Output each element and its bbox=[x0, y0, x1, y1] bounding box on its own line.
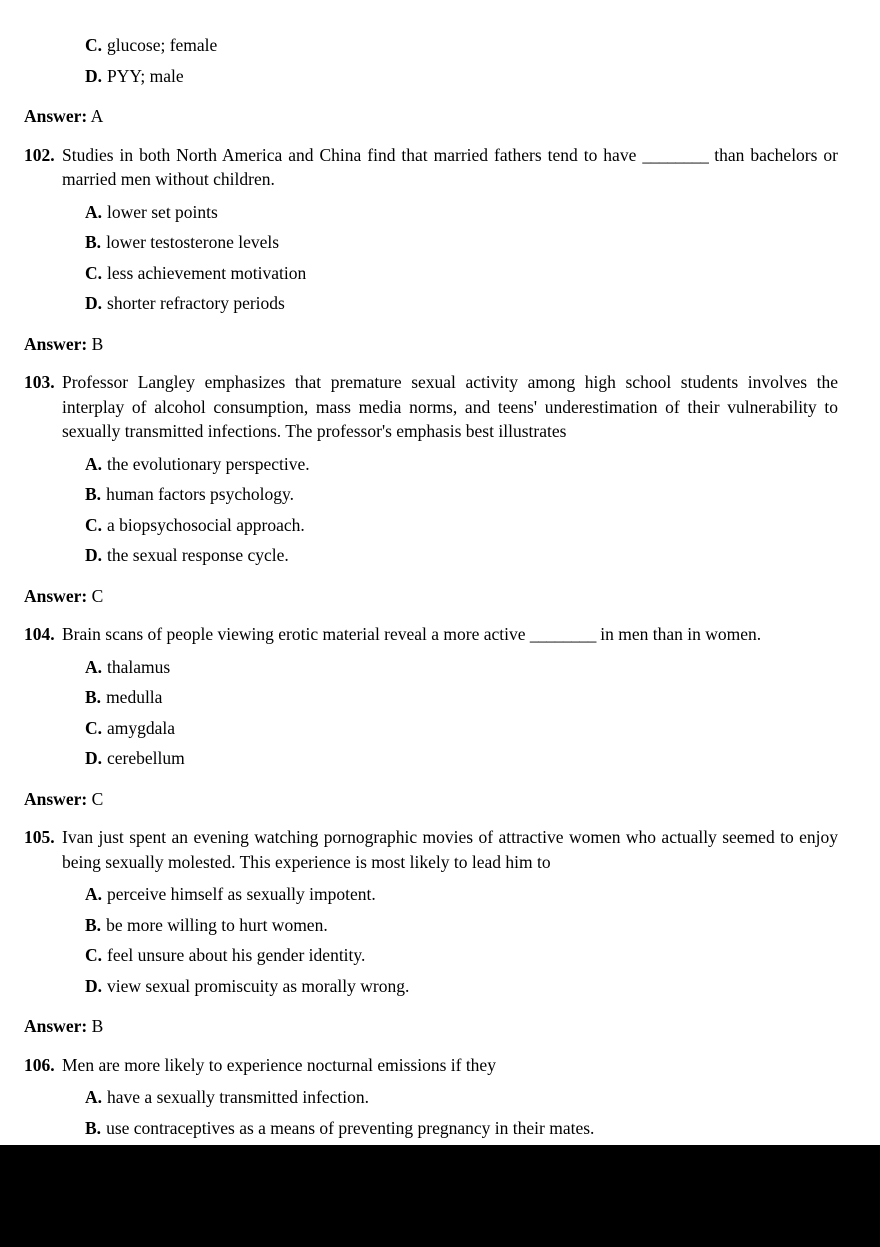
option-text: perceive himself as sexually impotent. bbox=[107, 884, 376, 904]
question-stem bbox=[24, 143, 838, 192]
list-item bbox=[24, 713, 838, 744]
list-item bbox=[24, 540, 838, 571]
list-item bbox=[24, 652, 838, 683]
list-item bbox=[24, 743, 838, 774]
answer-value: C bbox=[91, 585, 104, 606]
list-item bbox=[24, 682, 838, 713]
option-text: glucose; female bbox=[107, 35, 218, 55]
option-letter: D. bbox=[85, 975, 103, 996]
option-letter: B. bbox=[85, 484, 102, 504]
answer-line bbox=[24, 584, 838, 609]
question-text: Men are more likely to experience nocturnal emissions if they bbox=[62, 1054, 496, 1075]
option-letter: A. bbox=[85, 656, 103, 677]
list-item bbox=[24, 258, 838, 289]
option-text: be more willing to hurt women. bbox=[106, 914, 328, 935]
option-text: lower set points bbox=[107, 201, 218, 222]
answer-value: B bbox=[91, 1016, 104, 1036]
option-letter: A. bbox=[85, 201, 103, 222]
question-number: 102. bbox=[24, 144, 55, 165]
option-letter: D. bbox=[85, 65, 103, 86]
list-item bbox=[24, 1082, 838, 1113]
page-footer-band bbox=[0, 1145, 880, 1247]
option-list bbox=[24, 879, 838, 1001]
list-item bbox=[24, 940, 838, 971]
list-item bbox=[24, 479, 838, 510]
question-number: 103. bbox=[24, 372, 55, 392]
answer-label: Answer: bbox=[24, 106, 88, 126]
option-letter: A. bbox=[85, 1087, 103, 1107]
option-letter: C. bbox=[85, 514, 103, 535]
option-letter: C. bbox=[85, 35, 103, 55]
list-item bbox=[24, 61, 838, 92]
option-list bbox=[24, 652, 838, 774]
option-letter: A. bbox=[85, 884, 103, 904]
option-letter: B. bbox=[85, 914, 102, 935]
list-item bbox=[24, 1113, 838, 1144]
option-text: feel unsure about his gender identity. bbox=[107, 945, 366, 965]
answer-line bbox=[24, 787, 838, 812]
option-list bbox=[24, 449, 838, 571]
answer-line bbox=[24, 1014, 838, 1039]
option-letter: C. bbox=[85, 262, 103, 283]
option-text: view sexual promiscuity as morally wrong. bbox=[107, 975, 410, 996]
option-letter: B. bbox=[85, 687, 102, 707]
question-block bbox=[24, 143, 838, 357]
option-letter: D. bbox=[85, 293, 103, 313]
list-item bbox=[24, 879, 838, 910]
list-item bbox=[24, 197, 838, 228]
option-text: amygdala bbox=[107, 717, 176, 738]
option-letter: D. bbox=[85, 545, 103, 565]
option-text: less achievement motivation bbox=[107, 262, 307, 283]
question-text: Ivan just spent an evening watching pornographic movies of attractive women who actually seemed to enjoy being sexually molested. This experience is most likely to lead him to bbox=[62, 827, 838, 872]
question-stem bbox=[24, 1053, 838, 1078]
question-text-before-blank: Brain scans of people viewing erotic material reveal a more active bbox=[62, 624, 530, 644]
question-text bbox=[62, 622, 838, 647]
option-text: thalamus bbox=[107, 656, 171, 677]
option-text: have a sexually transmitted infection. bbox=[107, 1087, 369, 1107]
option-letter: D. bbox=[85, 748, 103, 768]
question-block bbox=[24, 825, 838, 1039]
answer-label: Answer: bbox=[24, 1016, 88, 1036]
list-item bbox=[24, 288, 838, 319]
question-number: 105. bbox=[24, 827, 55, 847]
answer-label: Answer: bbox=[24, 333, 88, 354]
option-text: lower testosterone levels bbox=[106, 232, 280, 252]
option-text: the sexual response cycle. bbox=[107, 545, 289, 565]
question-text bbox=[62, 143, 838, 192]
answer-value: A bbox=[90, 106, 104, 126]
option-text: shorter refractory periods bbox=[107, 293, 285, 313]
option-letter: B. bbox=[85, 1117, 102, 1138]
option-list bbox=[24, 197, 838, 319]
answer-label: Answer: bbox=[24, 585, 88, 606]
list-item bbox=[24, 971, 838, 1002]
list-item bbox=[24, 510, 838, 541]
answer-value: B bbox=[91, 333, 104, 354]
option-letter: C. bbox=[85, 717, 103, 738]
answer-value: C bbox=[91, 788, 104, 809]
blank-underscore: ________ bbox=[642, 144, 709, 165]
question-block bbox=[24, 622, 838, 811]
option-text: a biopsychosocial approach. bbox=[107, 514, 305, 535]
question-block bbox=[24, 370, 838, 608]
question-number: 106. bbox=[24, 1054, 55, 1075]
question-text-after-blank: in men than in women. bbox=[595, 624, 762, 644]
list-item bbox=[24, 910, 838, 941]
option-letter: B. bbox=[85, 232, 102, 252]
option-letter: A. bbox=[85, 453, 103, 474]
option-text: PYY; male bbox=[107, 65, 184, 86]
blank-underscore: ________ bbox=[529, 624, 596, 644]
list-item bbox=[24, 227, 838, 258]
question-stem bbox=[24, 622, 838, 647]
option-text: human factors psychology. bbox=[106, 484, 294, 504]
question-stem bbox=[24, 825, 838, 874]
question-text-after-blank: than bachelors or married men without children. bbox=[62, 144, 838, 189]
question-text-before-blank: Studies in both North America and China find that married fathers tend to have bbox=[62, 144, 643, 165]
option-letter: C. bbox=[85, 945, 103, 965]
option-text: the evolutionary perspective. bbox=[107, 453, 310, 474]
answer-label: Answer: bbox=[24, 788, 88, 809]
answer-line bbox=[24, 104, 838, 129]
question-stem bbox=[24, 370, 838, 444]
option-text: cerebellum bbox=[107, 748, 185, 768]
option-text: use contraceptives as a means of preventing pregnancy in their mates. bbox=[106, 1117, 595, 1138]
list-item bbox=[24, 30, 838, 61]
list-item bbox=[24, 449, 838, 480]
answer-line bbox=[24, 332, 838, 357]
question-number: 104. bbox=[24, 624, 55, 644]
question-text: Professor Langley emphasizes that premature sexual activity among high school students involves the interplay of alcohol consumption, mass media norms, and teens' underestimation of their vulnerability to sexually transmitted infections. The professor's emphasis best illustrates bbox=[62, 372, 838, 441]
option-text: medulla bbox=[106, 687, 163, 707]
